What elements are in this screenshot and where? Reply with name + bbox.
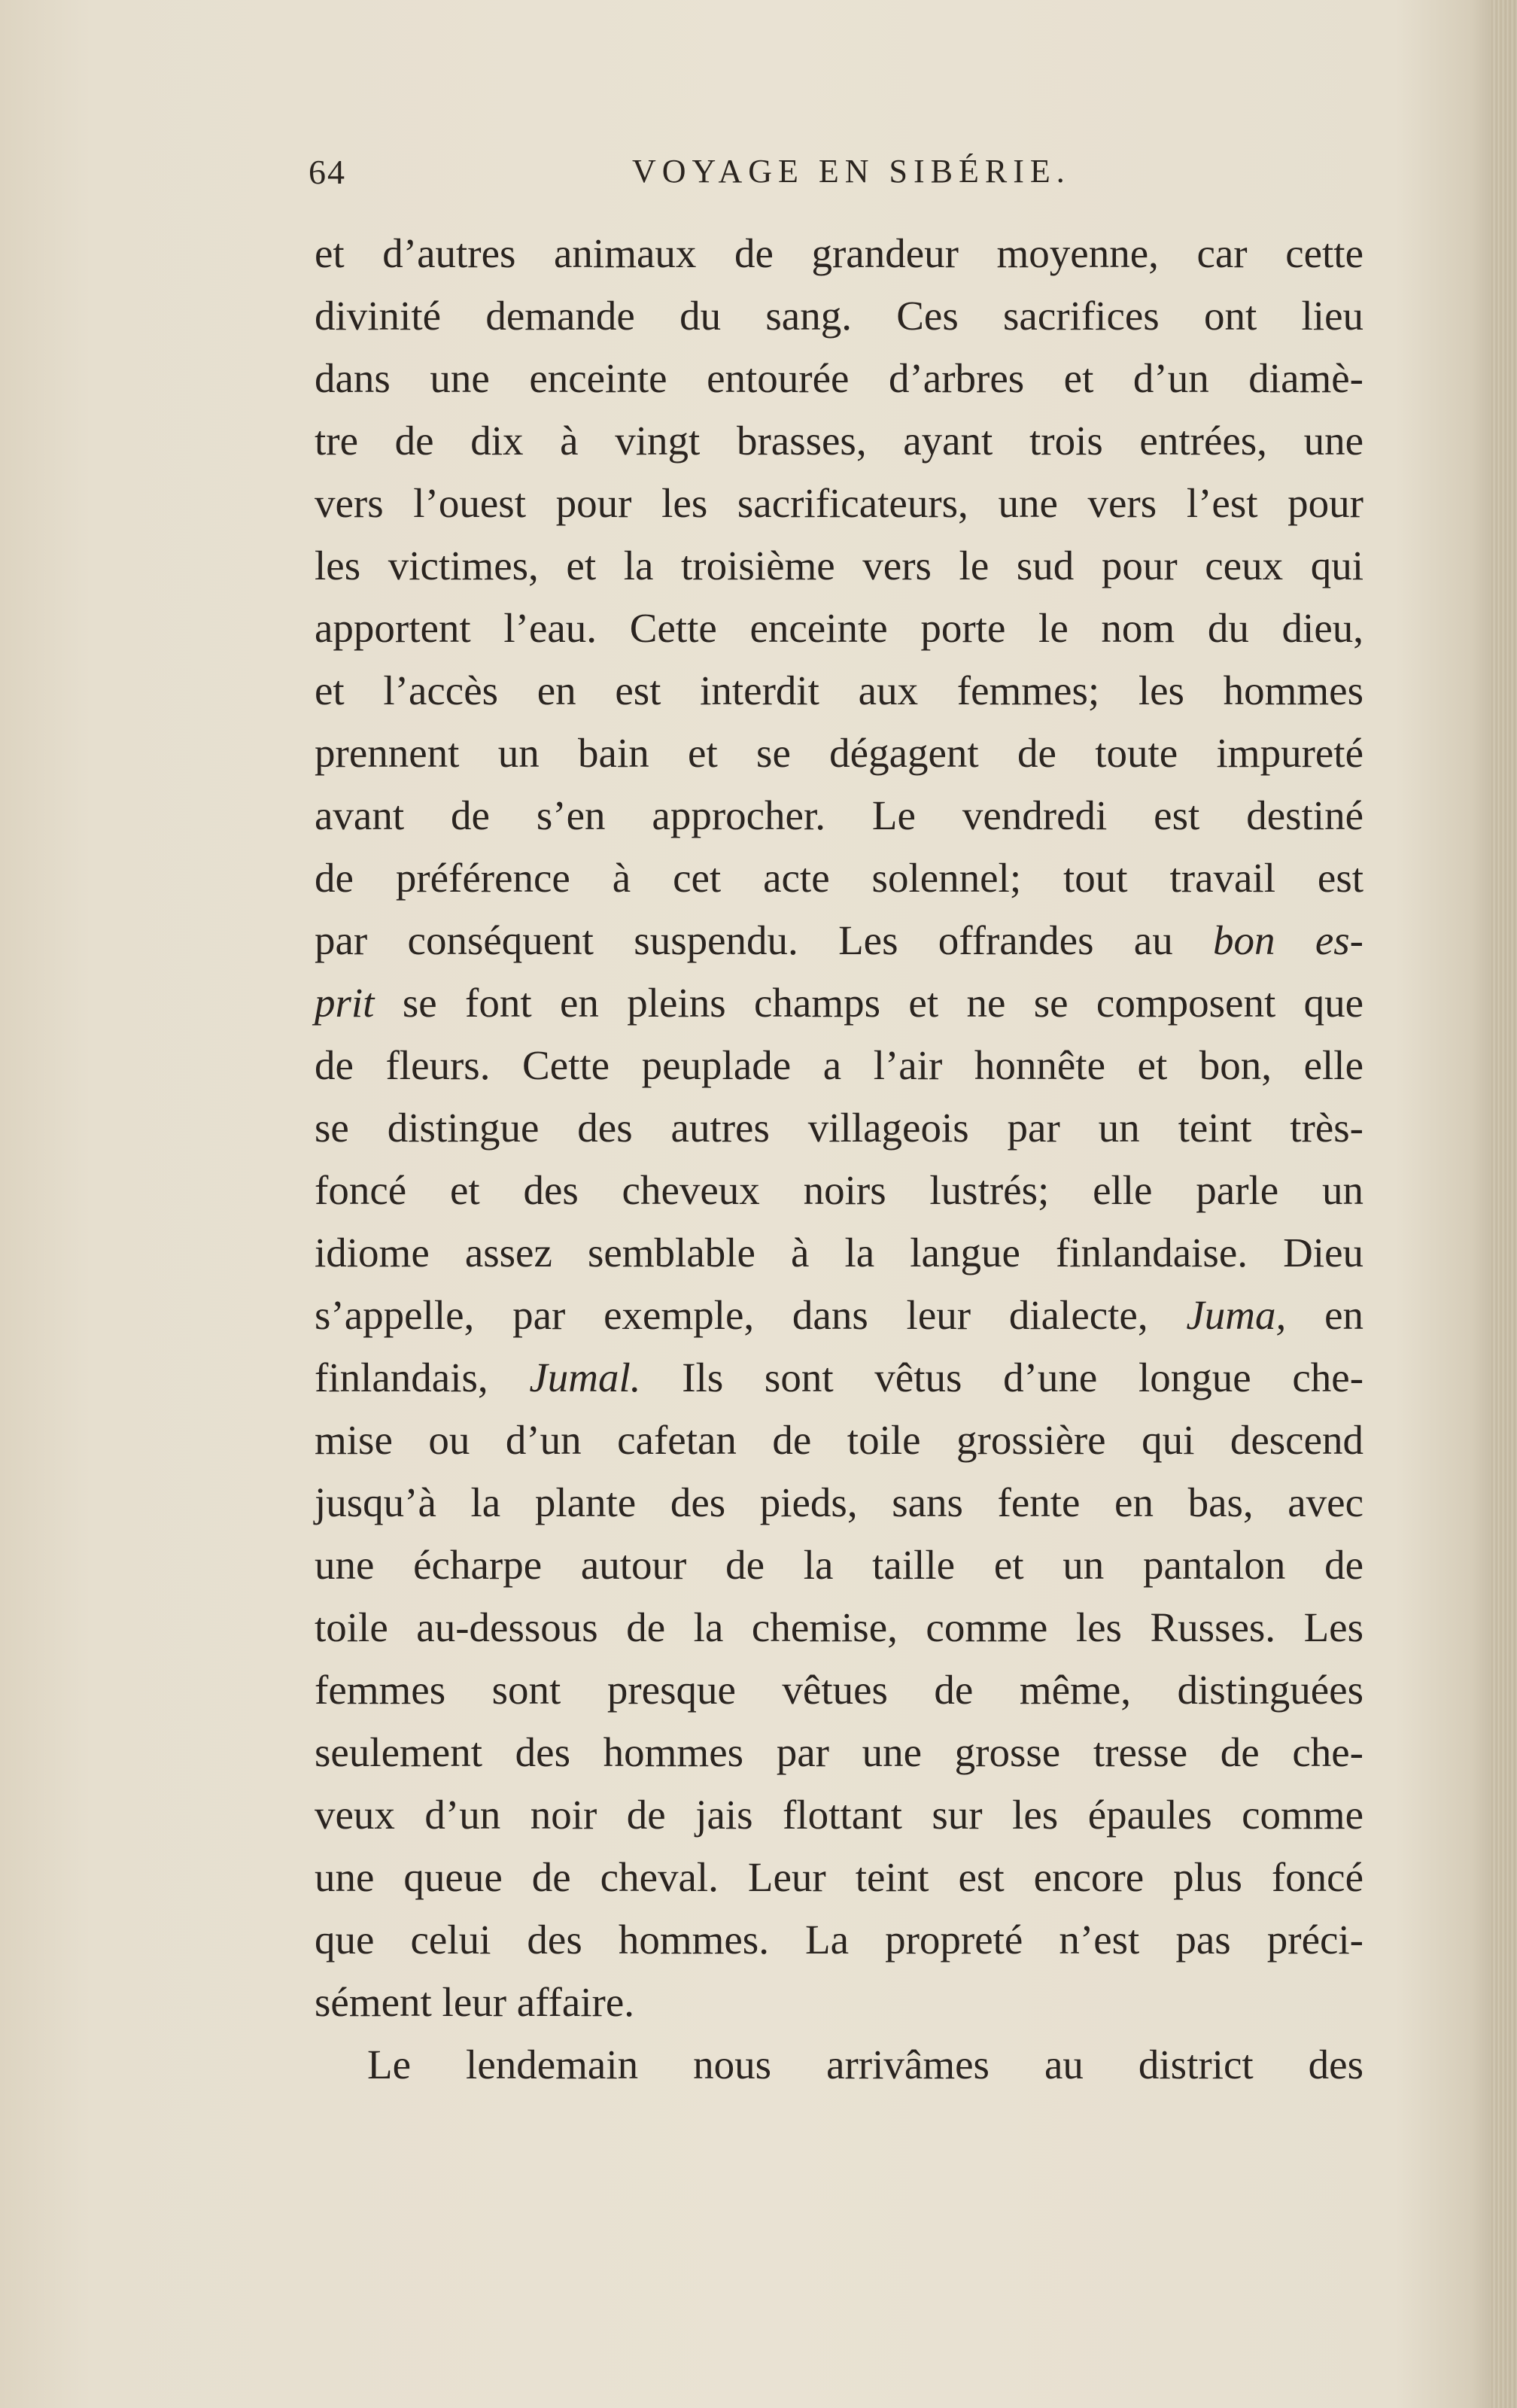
text-line: les victimes, et la troisième vers le sud pour ceux qui	[315, 543, 1363, 588]
italic-term: prit	[315, 980, 375, 1026]
text-segment: Ils sont vêtus d’une longue che-	[682, 1354, 1364, 1400]
text-line: sément leur affaire.	[315, 1979, 635, 2025]
text-line: jusqu’à la plante des pieds, sans fente en bas, avec	[315, 1479, 1363, 1525]
text-line	[315, 971, 1363, 1034]
text-line: foncé et des cheveux noirs lustrés; elle parle un	[315, 1167, 1363, 1213]
text-line: Le lendemain nous arrivâmes au district des	[367, 2042, 1363, 2087]
body-text	[315, 222, 1363, 2096]
text-line: que celui des hommes. La propreté n’est pas préci-	[315, 1917, 1363, 1963]
text-line: et d’autres animaux de grandeur moyenne, car cette	[315, 230, 1363, 276]
text-line: de préférence à cet acte solennel; tout travail est	[315, 855, 1363, 901]
text-line: prennent un bain et se dégagent de toute impureté	[315, 730, 1363, 776]
text-line: tre de dix à vingt brasses, ayant trois entrées, une	[315, 418, 1363, 464]
running-head	[309, 152, 1341, 205]
text-segment: s’appelle, par exemple, dans leur dialecte,	[315, 1292, 1148, 1338]
text-line: mise ou d’un cafetan de toile grossière qui descend	[315, 1417, 1363, 1463]
text-line: de fleurs. Cette peuplade a l’air honnête et bon, elle	[315, 1042, 1363, 1088]
text-line: idiome assez semblable à la langue finlandaise. Dieu	[315, 1230, 1363, 1275]
text-segment: se font en pleins champs et ne se composent que	[402, 980, 1364, 1026]
text-line	[315, 1346, 1363, 1409]
text-line: une écharpe autour de la taille et un pantalon de	[315, 1542, 1363, 1588]
text-line	[315, 1284, 1363, 1346]
text-line: vers l’ouest pour les sacrificateurs, une vers l’est pour	[315, 480, 1363, 526]
page-fore-edge	[1490, 0, 1517, 2408]
italic-term: Jumal.	[529, 1354, 641, 1400]
running-title: VOYAGE EN SIBÉRIE.	[632, 153, 1071, 190]
text-line: avant de s’en approcher. Le vendredi est destiné	[315, 792, 1363, 838]
text-line	[315, 909, 1363, 971]
italic-term: Juma,	[1186, 1292, 1287, 1338]
text-segment: finlandais,	[315, 1354, 488, 1400]
text-line: divinité demande du sang. Ces sacrifices ont lieu	[315, 293, 1363, 339]
text-line: dans une enceinte entourée d’arbres et d’un diamè-	[315, 355, 1363, 401]
italic-term: bon es-	[1213, 917, 1363, 963]
text-line: veux d’un noir de jais flottant sur les épaules comme	[315, 1792, 1363, 1838]
text-line: et l’accès en est interdit aux femmes; les hommes	[315, 667, 1363, 713]
text-segment: par conséquent suspendu. Les offrandes au	[315, 917, 1173, 963]
text-segment: en	[1324, 1292, 1363, 1338]
text-line: une queue de cheval. Leur teint est encore plus foncé	[315, 1854, 1363, 1900]
page-number: 64	[309, 153, 346, 191]
text-line: femmes sont presque vêtues de même, distinguées	[315, 1667, 1363, 1713]
text-line: toile au-dessous de la chemise, comme les Russes. Les	[315, 1604, 1363, 1650]
text-line: se distingue des autres villageois par un teint très-	[315, 1105, 1363, 1151]
text-line: seulement des hommes par une grosse tresse de che-	[315, 1729, 1363, 1775]
text-line: apportent l’eau. Cette enceinte porte le nom du dieu,	[315, 605, 1363, 651]
